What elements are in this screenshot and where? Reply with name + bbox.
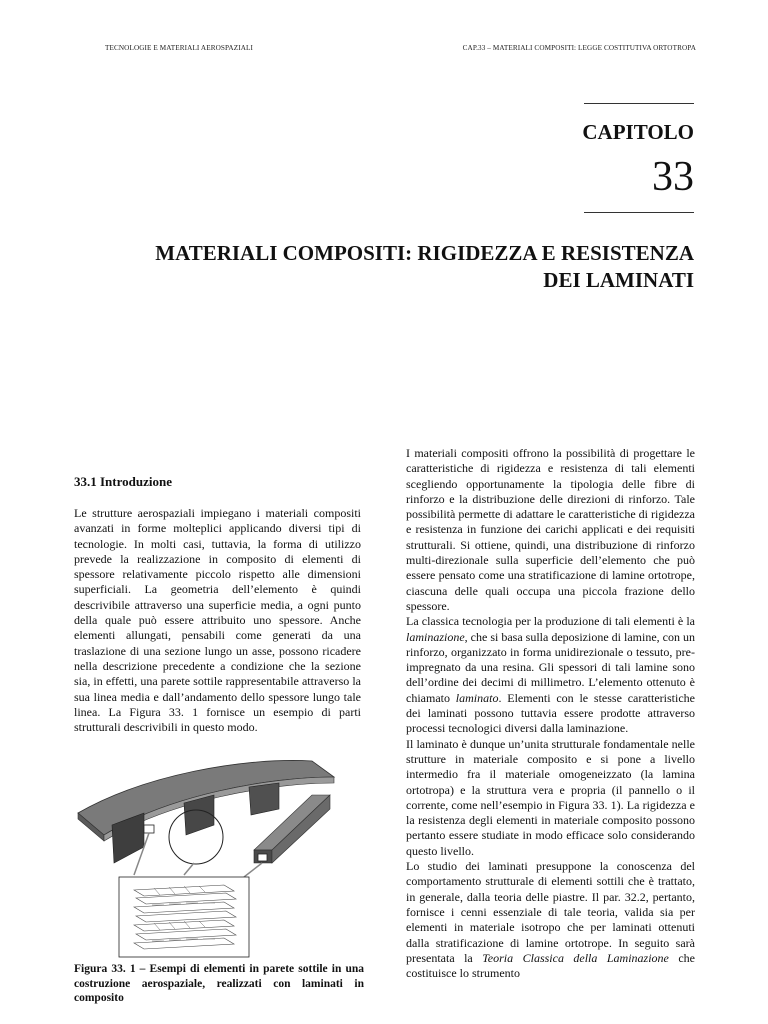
left-column — [74, 506, 361, 735]
chapter-title-line-2: DEI LAMINATI — [543, 268, 694, 292]
stringer-marker — [258, 854, 267, 861]
chapter-rule-bottom — [584, 212, 694, 213]
figure-thin-wall-elements — [74, 755, 364, 960]
right-paragraph-4 — [406, 859, 695, 981]
chapter-title-line-1: MATERIALI COMPOSITI: RIGIDEZZA E RESISTENZA — [155, 241, 694, 265]
figure-illustration — [74, 755, 364, 960]
right-p2-text-b: , che si basa sulla deposizione di lamine, con un rinforzo, organizzato in forma unidirezionale o tessuto, pre-impregnato da una resina. Gli spessori di tali lamine sono dell’ordine dei decimi di millimetro. L’elemento ottenuto è chiamato — [406, 629, 695, 705]
stiffener-3 — [249, 783, 279, 815]
right-p4-term-teoria: Teoria Classica della Laminazione — [482, 950, 669, 965]
right-p2-term-laminato: laminato — [455, 690, 499, 705]
right-paragraph-1: I materiali compositi offrono la possibilità di progettare le caratteristiche di rigidezza e resistenza di tali elementi scegliendo opportunamente la tipologia delle fibre di rinforzo e la distribuzione delle direzioni di rinforzo. Tale possibilità permette di adattare le caratteristiche di rigidezza e resistenza in funzione dei carichi applicati e dei requisiti strutturali. Si ottiene, quindi, una distribuzione di rinforzo multi-direzionale sulla superficie dell’elemento che può essere pensato come una stratificazione di lamine ortotrope, ciascuna delle quali occupa una piccola frazione dello spessore. — [406, 446, 695, 613]
right-paragraph-2 — [406, 614, 695, 736]
running-header-right: CAP.33 – MATERIALI COMPOSITI: LEGGE COSTITUTIVA ORTOTROPA — [462, 44, 696, 52]
detail-square — [144, 825, 154, 833]
arrow-2 — [184, 863, 194, 875]
right-p2-text-c: . Elementi con le stesse caratteristiche dei laminati possono tuttavia essere prodotte attraverso processi tecnologici diversi dalla laminazione. — [406, 690, 696, 736]
laminate-box — [119, 877, 249, 957]
figure-caption — [74, 962, 364, 1006]
right-paragraph-3: Il laminato è dunque un’unita strutturale fondamentale nelle strutture in materiale composito e si pone a livello intermedio fra il materiale omogeneizzato (la lamina ortotropa) e la struttura vera e propria (il pannello o il corrente, come nell’esempio in Figura 33. 1). La rigidezza e la resistenza degli elementi in materiale composito possono pertanto essere studiate in modo efficace solo considerando questo livello. — [406, 736, 695, 858]
arrow-3 — [244, 863, 262, 877]
chapter-number: 33 — [652, 154, 694, 200]
left-paragraph-1: Le strutture aerospaziali impiegano i materiali compositi avanzati in forme molteplici applicando diversi tipi di tecnologie. In molti casi, tuttavia, la forma di utilizzo prevede la realizzazione in composito di elementi di spessore relativamente piccolo rispetto alle dimensioni superficiali. La geometria dell’elemento è quindi descrivibile attraverso una superficie media, a ogni punto della quale può essere attribuito uno spessore. Anche elementi allungati, pensabili come generati da una traslazione di una sezione lungo un asse, possono ricadere nella descrizione precedente a condizione che la sezione sia, in effetti, una parete sottile rappresentabile attraverso la sua linea media e dall’andamento dello spessore lungo tale linea. La Figura 33. 1 fornisce un esempio di parti strutturali descrivibili in questo modo. — [74, 506, 361, 735]
chapter-rule-top — [584, 103, 694, 104]
right-p2-term-laminazione: laminazione — [406, 629, 465, 644]
right-column — [406, 446, 695, 981]
right-p4-text-a: Lo studio dei laminati presuppone la conoscenza del comportamento strutturale di elementi sottili che è trattato, in generale, dalla teoria delle piastre. Il par. 32.2, pertanto, fornisce i cenni essenziale di tale teoria, valida sia per elementi in materiale isotropo che per laminati ottenuti dalla stratificazione di lamine ortotrope. In seguito sarà presentata la — [406, 859, 695, 965]
right-p2-text-a: La classica tecnologia per la produzione di tali elementi è la — [406, 614, 695, 629]
chapter-label: CAPITOLO — [582, 120, 694, 144]
chapter-title — [94, 240, 694, 294]
right-p4-text-b: che costituisce lo strumento — [406, 950, 695, 981]
section-heading: 33.1 Introduzione — [74, 474, 172, 489]
running-header-left: TECNOLOGIE E MATERIALI AEROSPAZIALI — [105, 44, 253, 52]
figure-caption-text: Figura 33. 1 – Esempi di elementi in parete sottile in una costruzione aerospaziale, realizzati con laminati in composito — [74, 963, 364, 1005]
